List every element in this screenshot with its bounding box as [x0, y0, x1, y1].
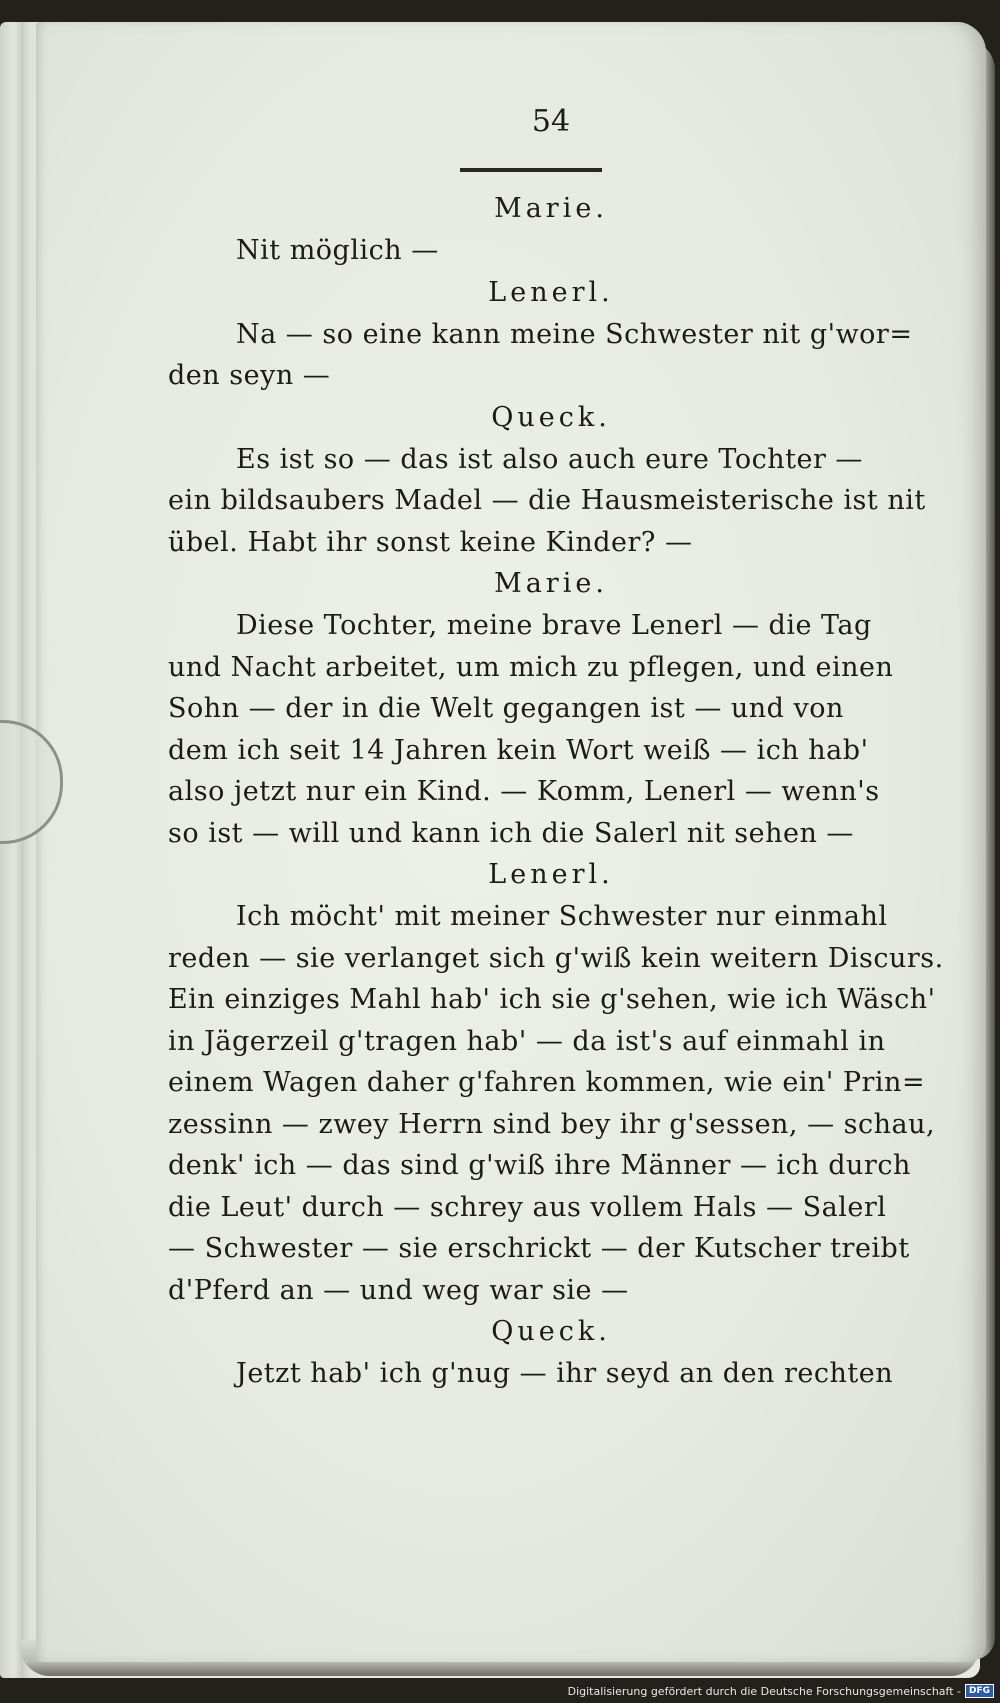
text-line: und Nacht arbeitet, um mich zu pflegen, und einen — [168, 651, 894, 683]
text-line: d'Pferd an — und weg war sie — — [168, 1274, 629, 1306]
speaker-name: Queck. — [491, 401, 611, 433]
text-line: übel. Habt ihr sonst keine Kinder? — — [168, 526, 693, 558]
text-line: Ich möcht' mit meiner Schwester nur einmahl — [236, 901, 888, 932]
text-line: reden — sie verlanget sich g'wiß kein weitern Discurs. — [168, 942, 944, 974]
text-line: so ist — will und kann ich die Salerl nit sehen — — [168, 817, 854, 849]
text-line: Ein einziges Mahl hab' ich sie g'sehen, wie ich Wäsch' — [168, 984, 936, 1015]
text-line: zessinn — zwey Herrn sind bey ihr g'sessen, — schau, — [168, 1108, 936, 1140]
text-line: Es ist so — das ist also auch eure Tochter — — [236, 443, 863, 475]
speaker-name: Queck. — [491, 1316, 611, 1347]
text-line: Nit möglich — — [236, 235, 439, 266]
digitization-credit — [568, 1681, 994, 1701]
page-text — [168, 100, 944, 1395]
text-line: Jetzt hab' ich g'nug — ihr seyd an den rechten — [236, 1358, 894, 1389]
dfg-logo: DFG — [965, 1684, 994, 1698]
text-line: dem ich seit 14 Jahren kein Wort weiß — ich hab' — [168, 734, 869, 766]
speaker-name: Lenerl. — [488, 859, 614, 890]
page-number: 54 — [531, 104, 571, 139]
text-line: die Leut' durch — schrey aus vollem Hals — Salerl — [168, 1191, 887, 1223]
credit-text: Digitalisierung gefördert durch die Deutsche Forschungsgemeinschaft - — [567, 1684, 961, 1698]
text-line: ein bildsaubers Madel — die Hausmeisterische ist nit — [168, 485, 926, 516]
text-line: einem Wagen daher g'fahren kommen, wie ein' Prin= — [168, 1067, 926, 1098]
speaker-name: Marie. — [494, 568, 608, 599]
speaker-name: Marie. — [494, 193, 608, 224]
text-line: in Jägerzeil g'tragen hab' — da ist's auf einmahl in — [168, 1025, 886, 1057]
text-line: Diese Tochter, meine brave Lenerl — die Tag — [236, 610, 872, 641]
header-rule — [460, 168, 602, 172]
text-line: also jetzt nur ein Kind. — Komm, Lenerl — wenn's — [168, 776, 880, 807]
text-line: denk' ich — das sind g'wiß ihre Männer — ich durch — [168, 1150, 911, 1181]
text-line: Sohn — der in die Welt gegangen ist — und von — [168, 693, 844, 724]
text-line: Na — so eine kann meine Schwester nit g'wor= — [236, 318, 913, 350]
speaker-name: Lenerl. — [488, 276, 614, 308]
text-line: den seyn — — [168, 360, 331, 391]
text-line: — Schwester — sie erschrickt — der Kutscher treibt — [168, 1233, 910, 1264]
